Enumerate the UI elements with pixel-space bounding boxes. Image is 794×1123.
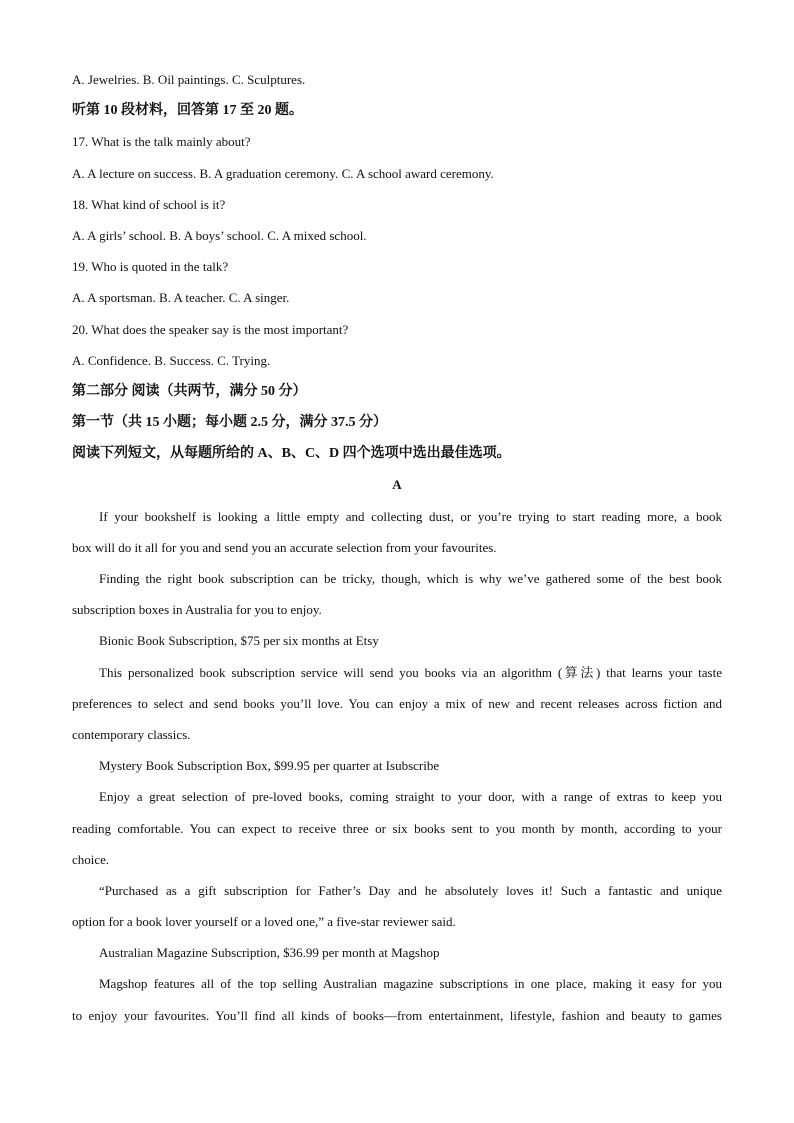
passage-line: preferences to select and send books you’ll love. You can enjoy a mix of new and recent releases across fiction and [72, 695, 722, 711]
q20-options: A. Confidence. B. Success. C. Trying. [72, 352, 271, 368]
passage-line: Magshop features all of the top selling Australian magazine subscriptions in one place, making it easy for you [99, 976, 722, 992]
q19-options: A. A sportsman. B. A teacher. C. A singer. [72, 290, 290, 306]
question-18: 18. What kind of school is it? [72, 196, 226, 212]
passage-title: A [392, 477, 402, 493]
question-17: 17. What is the talk mainly about? [72, 134, 251, 150]
passage-line: box will do it all for you and send you an accurate selection from your favourites. [72, 539, 497, 555]
passage-line: contemporary classics. [72, 726, 191, 742]
part-two-heading: 第二部分 阅读（共两节，满分 50 分） [72, 383, 307, 399]
q16-options: A. Jewelries. B. Oil paintings. C. Sculptures. [72, 72, 306, 87]
q17-options: A. A lecture on success. B. A graduation ceremony. C. A school award ceremony. [72, 165, 494, 181]
question-20: 20. What does the speaker say is the most important? [72, 321, 349, 337]
passage-line: This personalized book subscription service will send you books via an algorithm (算法) that learns your taste [99, 664, 722, 680]
subscription-heading: Bionic Book Subscription, $75 per six months at Etsy [99, 633, 379, 649]
reading-instruction: 阅读下列短文，从每题所给的 A、B、C、D 四个选项中选出最佳选项。 [72, 446, 511, 462]
subscription-heading: Mystery Book Subscription Box, $99.95 per quarter at Isubscribe [99, 758, 440, 774]
passage-line: choice. [72, 851, 110, 867]
passage-line: “Purchased as a gift subscription for Father’s Day and he absolutely loves it! Such a fantastic and unique [99, 882, 722, 898]
passage-line: reading comfortable. You can expect to receive three or six books sent to you month by month, according to your [72, 820, 722, 836]
passage-line: to enjoy your favourites. You’ll find all kinds of books—from entertainment, lifestyle, fashion and beauty to games [72, 1007, 722, 1023]
section-one-heading: 第一节（共 15 小题；每小题 2.5 分，满分 37.5 分） [72, 415, 387, 431]
passage-line: Enjoy a great selection of pre-loved books, coming straight to your door, with a range of extras to keep you [99, 789, 722, 805]
q18-options: A. A girls’ school. B. A boys’ school. C. A mixed school. [72, 227, 367, 243]
passage-line: subscription boxes in Australia for you to enjoy. [72, 602, 322, 618]
passage-line: option for a book lover yourself or a loved one,” a five-star reviewer said. [72, 914, 456, 930]
passage-line: If your bookshelf is looking a little empty and collecting dust, or you’re trying to start reading more, a book [99, 508, 722, 524]
document-page [72, 64, 722, 1031]
subscription-heading: Australian Magazine Subscription, $36.99 per month at Magshop [99, 945, 440, 961]
section-instruction-10: 听第 10 段材料，回答第 17 至 20 题。 [72, 103, 303, 119]
passage-line: Finding the right book subscription can be tricky, though, which is why we’ve gathered some of the best book [99, 571, 722, 586]
question-19: 19. Who is quoted in the talk? [72, 259, 229, 275]
